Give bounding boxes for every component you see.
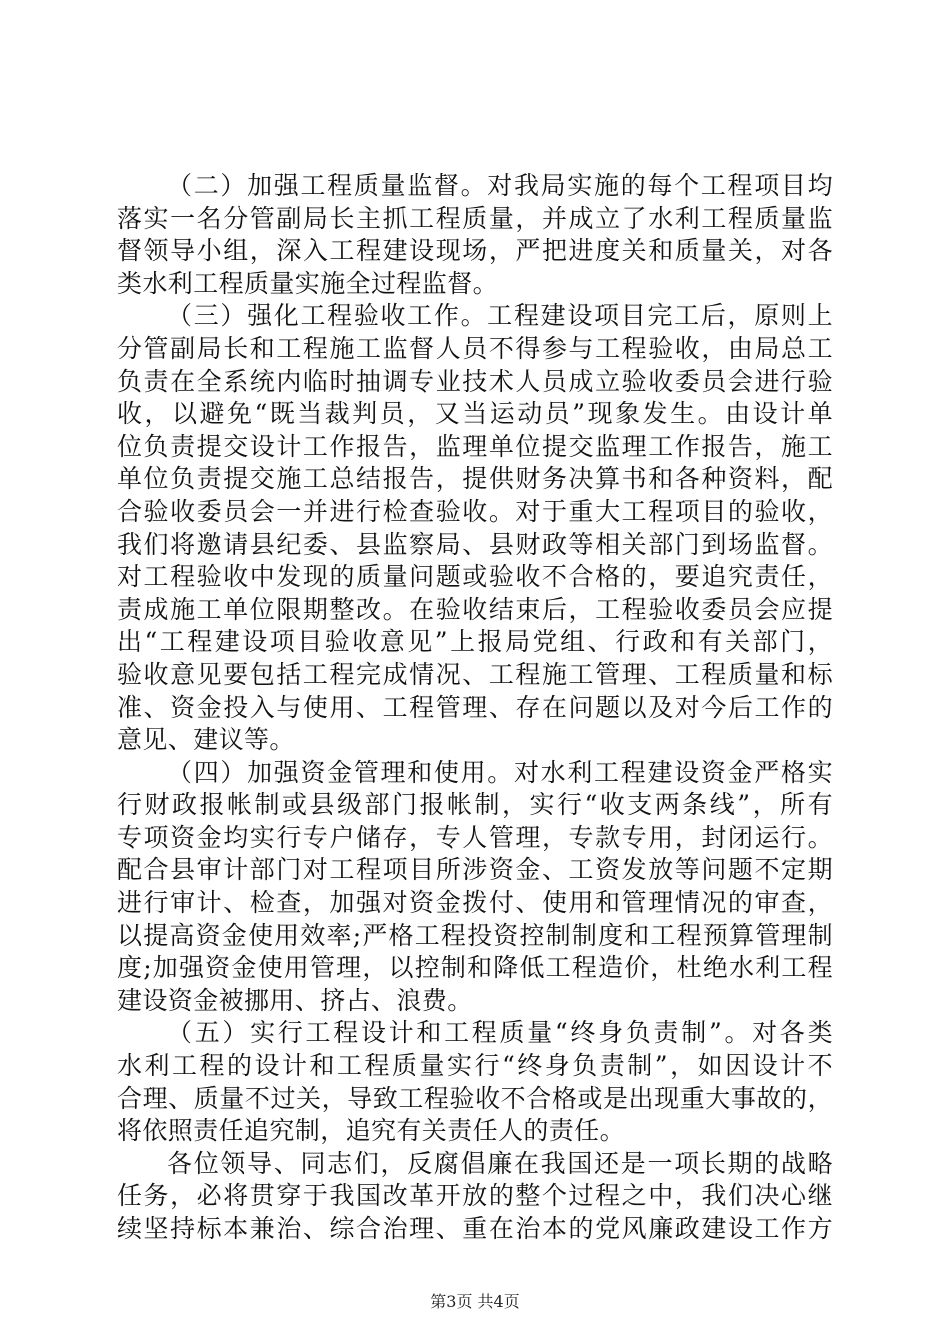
page-number-label: 第3页 共4页	[430, 1292, 520, 1311]
text-line: 合理、质量不过关，导致工程验收不合格或是出现重大事故的，	[117, 1083, 833, 1113]
text-line: （五）实行工程设计和工程质量“终身负责制”。对各类	[167, 1018, 833, 1048]
text-line: 类水利工程质量实施全过程监督。	[117, 268, 499, 298]
text-line: 行财政报帐制或县级部门报帐制，实行“收支两条线”，所有	[117, 790, 833, 820]
page-footer	[0, 1292, 950, 1312]
text-line: 收，以避免“既当裁判员，又当运动员”现象发生。由设计单	[117, 399, 833, 429]
text-line: 准、资金投入与使用、工程管理、存在问题以及对今后工作的	[117, 692, 833, 722]
text-line: 位负责提交设计工作报告，监理单位提交监理工作报告，施工	[117, 431, 833, 461]
text-line: （四）加强资金管理和使用。对水利工程建设资金严格实	[167, 757, 833, 787]
text-line: 度;加强资金使用管理，以控制和降低工程造价，杜绝水利工程	[117, 953, 833, 983]
text-line: 专项资金均实行专户储存，专人管理，专款专用，封闭运行。	[117, 822, 833, 852]
text-line: （二）加强工程质量监督。对我局实施的每个工程项目均	[167, 171, 833, 200]
text-line: 分管副局长和工程施工监督人员不得参与工程验收，由局总工	[117, 333, 833, 363]
text-line: 任务，必将贯穿于我国改革开放的整个过程之中，我们决心继	[117, 1181, 833, 1211]
text-line: 将依照责任追究制，追究有关责任人的责任。	[117, 1116, 626, 1146]
text-line: 配合县审计部门对工程项目所涉资金、工资发放等问题不定期	[117, 855, 833, 885]
text-line: 落实一名分管副局长主抓工程质量，并成立了水利工程质量监	[117, 203, 833, 233]
text-line: （三）强化工程验收工作。工程建设项目完工后，原则上	[167, 301, 833, 331]
text-line: 验收意见要包括工程完成情况、工程施工管理、工程质量和标	[117, 659, 833, 689]
text-line: 意见、建议等。	[117, 725, 295, 755]
text-line: 负责在全系统内临时抽调专业技术人员成立验收委员会进行验	[117, 366, 833, 396]
text-line: 合验收委员会一并进行检查验收。对于重大工程项目的验收，	[117, 496, 833, 526]
text-line: 各位领导、同志们，反腐倡廉在我国还是一项长期的战略	[167, 1148, 833, 1178]
text-line: 续坚持标本兼治、综合治理、重在治本的党风廉政建设工作方	[117, 1214, 833, 1243]
text-line: 我们将邀请县纪委、县监察局、县财政等相关部门到场监督。	[117, 529, 833, 559]
text-line: 单位负责提交施工总结报告，提供财务决算书和各种资料，配	[117, 464, 833, 494]
text-line: 水利工程的设计和工程质量实行“终身负责制”，如因设计不	[117, 1051, 833, 1081]
text-line: 以提高资金使用效率;严格工程投资控制制度和工程预算管理制	[117, 920, 833, 950]
text-line: 出“工程建设项目验收意见”上报局党组、行政和有关部门，	[117, 627, 833, 657]
text-line: 责成施工单位限期整改。在验收结束后，工程验收委员会应提	[117, 594, 833, 624]
text-line: 建设资金被挪用、挤占、浪费。	[117, 985, 473, 1015]
text-line: 督领导小组，深入工程建设现场，严把进度关和质量关，对各	[117, 236, 833, 266]
text-line: 对工程验收中发现的质量问题或验收不合格的，要追究责任，	[117, 562, 833, 592]
text-line: 进行审计、检查，加强对资金拨付、使用和管理情况的审查，	[117, 888, 833, 918]
document-body	[117, 170, 833, 1246]
